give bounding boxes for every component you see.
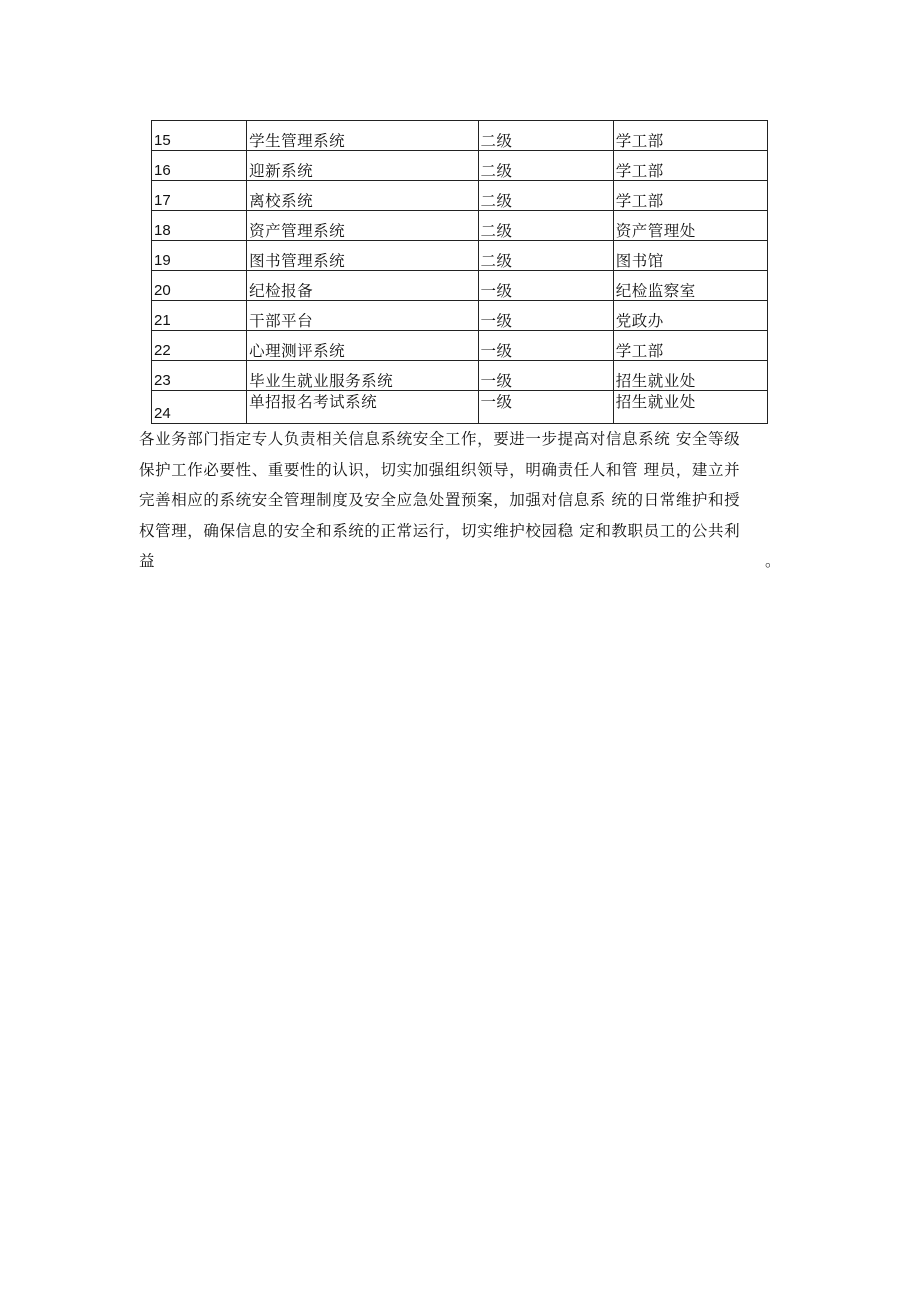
- table-row: [152, 181, 768, 211]
- responsible-department: 招生就业处: [613, 391, 767, 424]
- row-number: 17: [152, 181, 247, 211]
- paragraph-line: 益: [139, 552, 156, 570]
- row-number: 23: [152, 361, 247, 391]
- table-row: [152, 121, 768, 151]
- system-name: 纪检报备: [247, 271, 478, 301]
- responsible-department: 学工部: [613, 331, 767, 361]
- system-name: 离校系统: [247, 181, 478, 211]
- protection-level: 一级: [478, 271, 613, 301]
- system-name: 学生管理系统: [247, 121, 478, 151]
- paragraph-line: 完善相应的系统安全管理制度及安全应急处置预案，加强对信息系 统的日常维护和授: [139, 491, 741, 509]
- paragraph-line: 各业务部门指定专人负责相关信息系统安全工作，要进一步提高对信息系统 安全等级: [139, 430, 741, 448]
- system-name: 图书管理系统: [247, 241, 478, 271]
- responsible-department: 党政办: [613, 301, 767, 331]
- protection-level: 二级: [478, 241, 613, 271]
- system-name: 干部平台: [247, 301, 478, 331]
- row-number: 21: [152, 301, 247, 331]
- protection-level: 二级: [478, 211, 613, 241]
- system-name: 资产管理系统: [247, 211, 478, 241]
- protection-level: 一级: [478, 331, 613, 361]
- table-row: [152, 151, 768, 181]
- responsible-department: 学工部: [613, 181, 767, 211]
- system-level-table: [151, 120, 768, 424]
- table-row: [152, 361, 768, 391]
- responsible-department: 资产管理处: [613, 211, 767, 241]
- system-name: 毕业生就业服务系统: [247, 361, 478, 391]
- table-row: [152, 241, 768, 271]
- system-name: 心理测评系统: [247, 331, 478, 361]
- table-row: [152, 331, 768, 361]
- row-number: 20: [152, 271, 247, 301]
- row-number: 15: [152, 121, 247, 151]
- responsible-department: 纪检监察室: [613, 271, 767, 301]
- table-row: [152, 211, 768, 241]
- protection-level: 二级: [478, 151, 613, 181]
- responsible-department: 招生就业处: [613, 361, 767, 391]
- protection-level: 二级: [478, 121, 613, 151]
- protection-level: 一级: [478, 361, 613, 391]
- responsible-department: 学工部: [613, 151, 767, 181]
- protection-level: 二级: [478, 181, 613, 211]
- protection-level: 一级: [478, 301, 613, 331]
- responsible-department: 学工部: [613, 121, 767, 151]
- row-number: 22: [152, 331, 247, 361]
- system-name: 迎新系统: [247, 151, 478, 181]
- protection-level: 一级: [478, 391, 613, 424]
- row-number: 24: [152, 391, 247, 424]
- paragraph-line: 保护工作必要性、重要性的认识，切实加强组织领导，明确责任人和管 理员，建立并: [139, 460, 741, 479]
- table-row: [152, 391, 768, 424]
- responsible-department: 图书馆: [613, 241, 767, 271]
- row-number: 16: [152, 151, 247, 181]
- row-number: 18: [152, 211, 247, 241]
- system-name: 单招报名考试系统: [247, 391, 478, 424]
- security-requirement-paragraph: [139, 424, 782, 577]
- paragraph-line: 权管理，确保信息的安全和系统的正常运行，切实维护校园稳 定和教职员工的公共利: [139, 521, 741, 540]
- paragraph-end-mark: 。: [765, 552, 782, 570]
- table-row: [152, 271, 768, 301]
- row-number: 19: [152, 241, 247, 271]
- table-row: [152, 301, 768, 331]
